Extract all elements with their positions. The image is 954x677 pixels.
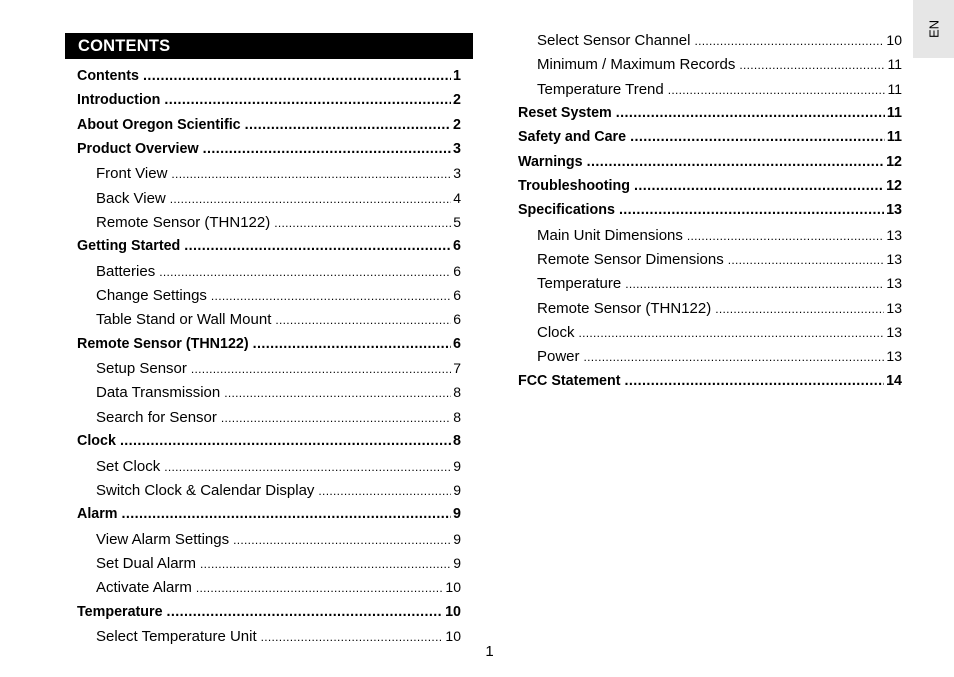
dot-leader bbox=[624, 369, 884, 393]
dot-leader bbox=[587, 150, 884, 174]
toc-entry-label: Batteries bbox=[96, 262, 156, 280]
dot-leader bbox=[579, 321, 885, 344]
toc-entry-page: 13 bbox=[886, 226, 902, 243]
dot-leader bbox=[715, 297, 884, 320]
toc-entry-select-sensor-channel[interactable] bbox=[518, 28, 902, 52]
toc-entry-page: 11 bbox=[886, 129, 902, 146]
dot-leader bbox=[143, 64, 451, 88]
toc-entry-page: 13 bbox=[886, 202, 902, 219]
toc-column-right bbox=[518, 28, 902, 393]
toc-entry-label: Product Overview bbox=[77, 141, 199, 158]
toc-entry-troubleshooting[interactable] bbox=[518, 174, 902, 198]
toc-entry-page: 14 bbox=[886, 372, 902, 389]
dot-leader bbox=[122, 502, 452, 526]
toc-entry-label: Main Unit Dimensions bbox=[537, 226, 683, 244]
toc-entry-page: 8 bbox=[453, 433, 461, 450]
toc-entry-label: Search for Sensor bbox=[96, 408, 217, 426]
toc-entry-set-dual-alarm[interactable] bbox=[77, 551, 461, 575]
toc-entry-label: Front View bbox=[96, 165, 168, 183]
dot-leader bbox=[630, 125, 885, 149]
toc-entry-page: 9 bbox=[453, 481, 461, 498]
toc-entry-label: Getting Started bbox=[77, 238, 181, 255]
toc-entry-contents[interactable] bbox=[77, 64, 461, 88]
toc-entry-page: 10 bbox=[886, 32, 902, 48]
dot-leader bbox=[275, 308, 451, 331]
toc-entry-back-view[interactable] bbox=[77, 186, 461, 210]
toc-entry-label: Select Temperature Unit bbox=[96, 627, 257, 645]
dot-leader bbox=[687, 224, 885, 247]
dot-leader bbox=[625, 272, 884, 295]
toc-entry-label: Remote Sensor Dimensions bbox=[537, 251, 724, 269]
toc-entry-page: 13 bbox=[886, 275, 902, 292]
toc-entry-label: Remote Sensor (THN122) bbox=[77, 335, 249, 352]
toc-entry-remote-sensor-thn122[interactable] bbox=[77, 332, 461, 356]
toc-entry-page: 6 bbox=[453, 287, 461, 304]
toc-entry-page: 13 bbox=[886, 251, 902, 268]
toc-entry-page: 6 bbox=[453, 335, 461, 352]
dot-leader bbox=[170, 187, 451, 210]
toc-entry-remote-sensor-thn122[interactable] bbox=[77, 210, 461, 234]
toc-entry-page: 10 bbox=[445, 627, 461, 644]
toc-entry-page: 11 bbox=[886, 105, 902, 122]
dot-leader bbox=[728, 248, 885, 271]
toc-entry-specifications[interactable] bbox=[518, 198, 902, 222]
toc-entry-label: Table Stand or Wall Mount bbox=[96, 311, 272, 329]
dot-leader bbox=[318, 479, 451, 502]
toc-entry-page: 6 bbox=[453, 238, 461, 255]
dot-leader bbox=[616, 101, 885, 125]
toc-entry-page: 12 bbox=[886, 153, 902, 170]
toc-entry-main-unit-dimensions[interactable] bbox=[518, 223, 902, 247]
toc-entry-search-for-sensor[interactable] bbox=[77, 405, 461, 429]
toc-entry-introduction[interactable] bbox=[77, 88, 461, 112]
toc-entry-label: Power bbox=[537, 348, 580, 366]
toc-entry-label: Temperature bbox=[77, 603, 163, 620]
toc-entry-page: 4 bbox=[453, 189, 461, 206]
dot-leader bbox=[668, 78, 886, 101]
toc-entry-label: Remote Sensor (THN122) bbox=[537, 299, 712, 317]
toc-entry-label: Select Sensor Channel bbox=[537, 32, 691, 49]
toc-entry-label: Set Dual Alarm bbox=[96, 554, 197, 572]
toc-entry-label: Contents bbox=[77, 68, 139, 84]
toc-entry-page: 10 bbox=[445, 579, 461, 596]
dot-leader bbox=[694, 29, 884, 52]
toc-entry-label: Switch Clock & Calendar Display bbox=[96, 481, 315, 499]
toc-entry-label: Remote Sensor (THN122) bbox=[96, 214, 271, 232]
toc-entry-page: 9 bbox=[453, 506, 461, 523]
toc-entry-remote-sensor-thn122[interactable] bbox=[518, 296, 902, 320]
toc-entry-page: 3 bbox=[453, 141, 461, 158]
toc-entry-warnings[interactable] bbox=[518, 150, 902, 174]
toc-entry-label: FCC Statement bbox=[518, 372, 621, 389]
dot-leader bbox=[221, 406, 451, 429]
toc-entry-setup-sensor[interactable] bbox=[77, 356, 461, 380]
dot-leader bbox=[739, 53, 885, 76]
toc-entry-reset-system[interactable] bbox=[518, 101, 902, 125]
toc-entry-temperature[interactable] bbox=[77, 600, 461, 624]
toc-entry-label: Setup Sensor bbox=[96, 360, 187, 378]
dot-leader bbox=[619, 198, 884, 222]
toc-entry-label: Activate Alarm bbox=[96, 579, 192, 597]
dot-leader bbox=[171, 162, 451, 185]
toc-entry-page: 13 bbox=[886, 299, 902, 316]
toc-entry-page: 7 bbox=[453, 360, 461, 377]
toc-entry-label: Alarm bbox=[77, 506, 118, 523]
toc-entry-product-overview[interactable] bbox=[77, 137, 461, 161]
toc-entry-page: 1 bbox=[453, 68, 461, 84]
dot-leader bbox=[164, 455, 451, 478]
toc-entry-data-transmission[interactable] bbox=[77, 380, 461, 404]
toc-entry-page: 9 bbox=[453, 530, 461, 547]
language-tab bbox=[913, 0, 954, 58]
dot-leader bbox=[120, 429, 451, 453]
toc-entry-page: 10 bbox=[445, 603, 461, 620]
toc-entry-label: Introduction bbox=[77, 92, 161, 109]
dot-leader bbox=[274, 211, 451, 234]
dot-leader bbox=[634, 174, 884, 198]
toc-entry-clock[interactable] bbox=[518, 320, 902, 344]
toc-entry-label: Minimum / Maximum Records bbox=[537, 56, 736, 74]
toc-entry-label: Change Settings bbox=[96, 287, 207, 305]
toc-entry-alarm[interactable] bbox=[77, 502, 461, 526]
dot-leader bbox=[211, 284, 451, 307]
toc-entry-clock[interactable] bbox=[77, 429, 461, 453]
dot-leader bbox=[164, 88, 451, 112]
toc-entry-temperature-trend[interactable] bbox=[518, 77, 902, 101]
toc-entry-page: 11 bbox=[887, 80, 902, 97]
dot-leader bbox=[233, 528, 451, 551]
toc-entry-label: Temperature Trend bbox=[537, 80, 664, 98]
toc-column-left bbox=[77, 64, 461, 648]
toc-entry-activate-alarm[interactable] bbox=[77, 575, 461, 599]
toc-entry-page: 2 bbox=[453, 92, 461, 109]
toc-entry-power[interactable] bbox=[518, 344, 902, 368]
toc-entry-page: 9 bbox=[453, 457, 461, 474]
dot-leader bbox=[159, 260, 451, 283]
toc-entry-view-alarm-settings[interactable] bbox=[77, 527, 461, 551]
toc-entry-label: Specifications bbox=[518, 202, 615, 219]
toc-entry-page: 13 bbox=[886, 348, 902, 365]
toc-entry-label: View Alarm Settings bbox=[96, 530, 230, 548]
toc-entry-temperature[interactable] bbox=[518, 271, 902, 295]
dot-leader bbox=[191, 357, 451, 380]
toc-entry-about-oregon-scientific[interactable] bbox=[77, 113, 461, 137]
toc-entry-page: 13 bbox=[886, 324, 902, 341]
dot-leader bbox=[203, 137, 451, 161]
toc-entry-label: Set Clock bbox=[96, 457, 161, 475]
dot-leader bbox=[584, 345, 885, 368]
dot-leader bbox=[184, 234, 451, 258]
toc-entry-page: 8 bbox=[453, 408, 461, 425]
toc-entry-label: Reset System bbox=[518, 105, 612, 122]
dot-leader bbox=[245, 113, 451, 137]
toc-entry-label: Clock bbox=[537, 324, 575, 342]
dot-leader bbox=[253, 332, 451, 356]
toc-entry-table-stand-or-wall-mount[interactable] bbox=[77, 307, 461, 331]
dot-leader bbox=[200, 552, 451, 575]
toc-entry-page: 9 bbox=[453, 554, 461, 571]
toc-entry-fcc-statement[interactable] bbox=[518, 369, 902, 393]
toc-entry-getting-started[interactable] bbox=[77, 234, 461, 258]
toc-entry-label: About Oregon Scientific bbox=[77, 116, 241, 133]
toc-entry-label: Troubleshooting bbox=[518, 178, 630, 195]
toc-entry-label: Data Transmission bbox=[96, 384, 221, 402]
dot-leader bbox=[167, 600, 444, 624]
dot-leader bbox=[196, 576, 444, 599]
toc-entry-label: Back View bbox=[96, 189, 166, 207]
toc-entry-page: 6 bbox=[453, 311, 461, 328]
language-label: EN bbox=[926, 19, 941, 39]
toc-entry-page: 3 bbox=[453, 165, 461, 182]
toc-entry-change-settings[interactable] bbox=[77, 283, 461, 307]
toc-entry-page: 6 bbox=[453, 262, 461, 279]
toc-entry-label: Safety and Care bbox=[518, 129, 627, 146]
contents-header-bar bbox=[65, 33, 473, 59]
contents-title: CONTENTS bbox=[78, 37, 171, 55]
toc-entry-minimum-maximum-records[interactable] bbox=[518, 52, 902, 76]
toc-entry-remote-sensor-dimensions[interactable] bbox=[518, 247, 902, 271]
toc-entry-batteries[interactable] bbox=[77, 259, 461, 283]
toc-entry-switch-clock-calendar-display[interactable] bbox=[77, 478, 461, 502]
page-number: 1 bbox=[485, 643, 494, 660]
toc-entry-page: 8 bbox=[453, 384, 461, 401]
toc-entry-label: Warnings bbox=[518, 153, 583, 170]
toc-entry-set-clock[interactable] bbox=[77, 454, 461, 478]
toc-entry-page: 2 bbox=[453, 116, 461, 133]
dot-leader bbox=[224, 381, 451, 404]
toc-entry-page: 5 bbox=[453, 214, 461, 231]
toc-entry-label: Temperature bbox=[537, 275, 622, 293]
toc-entry-front-view[interactable] bbox=[77, 161, 461, 185]
toc-entry-page: 12 bbox=[886, 178, 902, 195]
toc-entry-label: Clock bbox=[77, 433, 116, 450]
toc-entry-page: 11 bbox=[887, 56, 902, 73]
toc-entry-safety-and-care[interactable] bbox=[518, 125, 902, 149]
